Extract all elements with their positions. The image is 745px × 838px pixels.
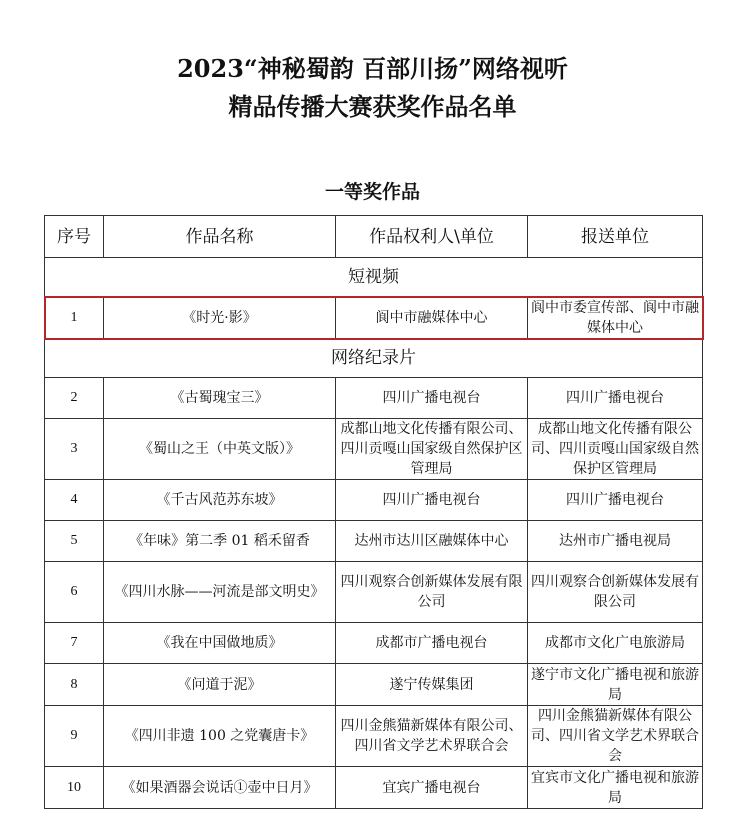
- row-no: 5: [45, 521, 104, 562]
- table-row: [45, 623, 703, 664]
- row-owner: 四川观察合创新媒体发展有限公司: [336, 562, 528, 623]
- table-row: [45, 664, 703, 706]
- row-owner: 四川金熊猫新媒体有限公司、四川省文学艺术界联合会: [336, 706, 528, 767]
- row-submitter: 达州市广播电视局: [528, 521, 703, 562]
- row-submitter: 四川观察合创新媒体发展有限公司: [528, 562, 703, 623]
- table-row: [45, 521, 703, 562]
- row-no: 10: [45, 767, 104, 809]
- row-no: 4: [45, 480, 104, 521]
- row-owner: 成都市广播电视台: [336, 623, 528, 664]
- row-owner: 四川广播电视台: [336, 480, 528, 521]
- row-submitter: 宜宾市文化广播电视和旅游局: [528, 767, 703, 809]
- row-submitter: 四川广播电视台: [528, 378, 703, 419]
- table-row: [45, 419, 703, 480]
- row-work-name: 《年味》第二季 01 稻禾留香: [104, 521, 336, 562]
- row-work-name: 《千古风范苏东坡》: [104, 480, 336, 521]
- row-work-name: 《古蜀瑰宝三》: [104, 378, 336, 419]
- row-no: 7: [45, 623, 104, 664]
- row-no: 3: [45, 419, 104, 480]
- document-title-line-2: 精品传播大赛获奖作品名单: [228, 92, 517, 121]
- header-owner: 作品权利人\单位: [336, 216, 528, 258]
- row-owner: 遂宁传媒集团: [336, 664, 528, 706]
- document-title-line-1: 2023“神秘蜀韵 百部川扬”网络视听: [177, 54, 568, 83]
- section-label-documentary: 网络纪录片: [45, 339, 703, 378]
- section-title: 一等奖作品: [324, 181, 420, 203]
- row-submitter: 阆中市委宣传部、阆中市融媒体中心: [528, 297, 703, 339]
- row-submitter: 成都山地文化传播有限公司、四川贡嘎山国家级自然保护区管理局: [528, 419, 703, 480]
- row-owner: 成都山地文化传播有限公司、四川贡嘎山国家级自然保护区管理局: [336, 419, 528, 480]
- row-owner: 达州市达川区融媒体中心: [336, 521, 528, 562]
- row-work-name: 《我在中国做地质》: [104, 623, 336, 664]
- row-no: 8: [45, 664, 104, 706]
- row-work-name: 《问道于泥》: [104, 664, 336, 706]
- row-work-name: 《蜀山之王（中英文版）》: [104, 419, 336, 480]
- table-row-highlighted: [45, 297, 703, 339]
- row-submitter: 四川金熊猫新媒体有限公司、四川省文学艺术界联合会: [528, 706, 703, 767]
- row-no: 9: [45, 706, 104, 767]
- table-row: [45, 378, 703, 419]
- section-row-short-video: [45, 258, 703, 297]
- row-submitter: 四川广播电视台: [528, 480, 703, 521]
- table-row: [45, 767, 703, 809]
- row-owner: 宜宾广播电视台: [336, 767, 528, 809]
- header-work-name: 作品名称: [104, 216, 336, 258]
- row-submitter: 成都市文化广电旅游局: [528, 623, 703, 664]
- section-label-short-video: 短视频: [45, 258, 703, 297]
- award-table: [44, 215, 703, 809]
- row-owner: 四川广播电视台: [336, 378, 528, 419]
- table-row: [45, 480, 703, 521]
- row-work-name: 《四川非遗 100 之党囊唐卡》: [104, 706, 336, 767]
- row-submitter: 遂宁市文化广播电视和旅游局: [528, 664, 703, 706]
- row-work-name: 《四川水脉——河流是部文明史》: [104, 562, 336, 623]
- table-row: [45, 562, 703, 623]
- row-no: 2: [45, 378, 104, 419]
- table-row: [45, 706, 703, 767]
- row-no: 1: [45, 297, 104, 339]
- header-no: 序号: [45, 216, 104, 258]
- table-header-row: [45, 216, 703, 258]
- row-work-name: 《时光·影》: [104, 297, 336, 339]
- section-row-documentary: [45, 339, 703, 378]
- row-no: 6: [45, 562, 104, 623]
- header-submitter: 报送单位: [528, 216, 703, 258]
- row-work-name: 《如果酒器会说话①壶中日月》: [104, 767, 336, 809]
- row-owner: 阆中市融媒体中心: [336, 297, 528, 339]
